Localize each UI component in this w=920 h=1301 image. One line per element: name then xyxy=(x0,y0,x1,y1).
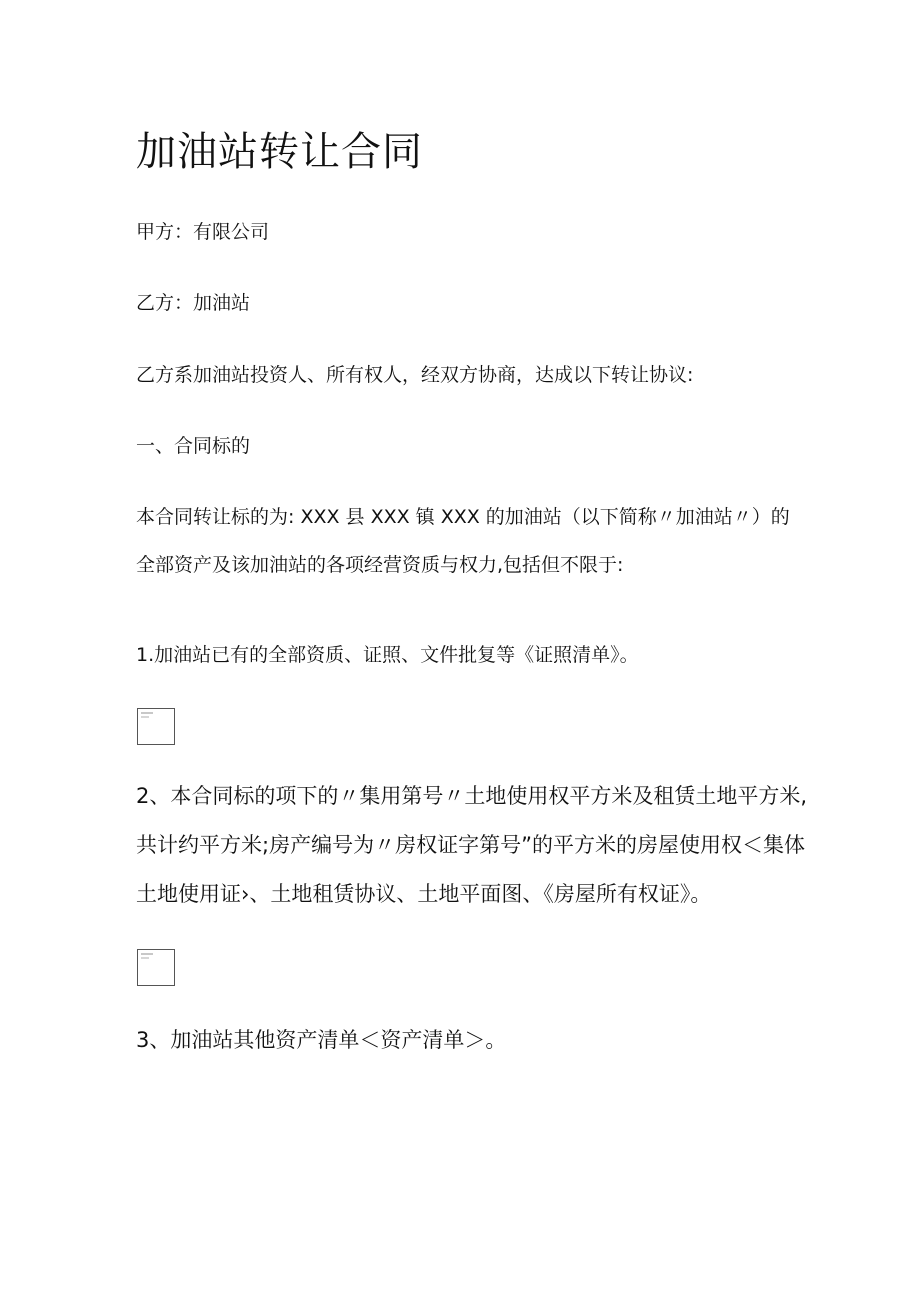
document-title: 加油站转让合同 xyxy=(136,129,423,175)
party-b-line: 乙方：加油站 xyxy=(136,292,251,314)
image-placeholder-mark xyxy=(141,712,153,714)
item-3-other-assets: 3、加油站其他资产清单＜资产清单＞。 xyxy=(136,1028,507,1052)
subject-line: 本合同转让标的为: XXX 县 XXX 镇 XXX 的加油站（以下简称〃加油站〃）的 xyxy=(136,506,790,528)
image-placeholder-mark xyxy=(141,716,149,718)
item-2-line: 土地使用证›、土地租赁协议、土地平面图、《房屋所有权证》。 xyxy=(136,882,712,906)
contract-subject-paragraph xyxy=(136,502,796,598)
subject-line: 全部资产及该加油站的各项经营资质与权力,包括但不限于: xyxy=(136,554,624,576)
image-placeholder-mark xyxy=(141,953,153,955)
broken-image-icon xyxy=(137,949,175,986)
party-a-line: 甲方：有限公司 xyxy=(136,221,270,243)
item-2-line: 2、本合同标的项下的〃集用第号〃土地使用权平方米及租赁土地平方米, xyxy=(136,784,808,808)
item-1-certificates: 1.加油站已有的全部资质、证照、文件批复等《证照清单》。 xyxy=(136,644,639,666)
image-placeholder-mark xyxy=(141,957,149,959)
section-1-heading: 一、合同标的 xyxy=(136,435,251,457)
intro-paragraph: 乙方系加油站投资人、所有权人，经双方协商，达成以下转让协议: xyxy=(136,364,694,386)
item-2-land-and-property xyxy=(136,781,808,928)
broken-image-icon xyxy=(137,708,175,745)
item-2-line: 共计约平方米;房产编号为〃房权证字第号”的平方米的房屋使用权＜集体 xyxy=(136,833,805,857)
